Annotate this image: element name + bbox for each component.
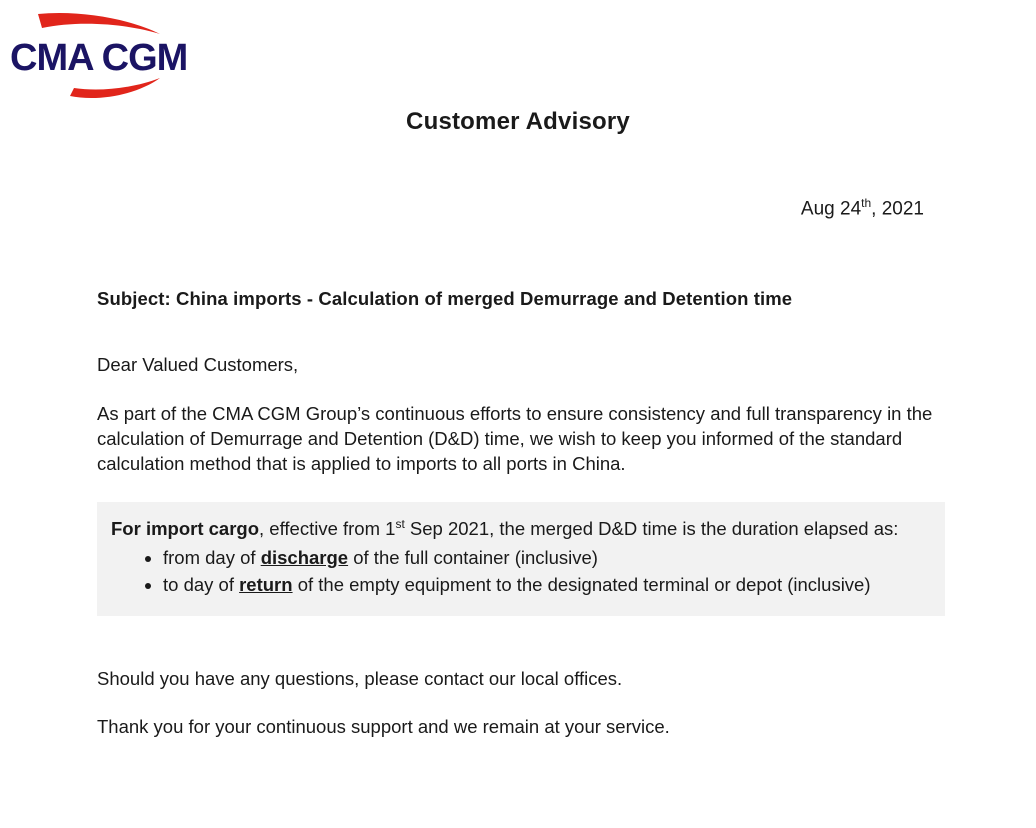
callout-lead-bold: For import cargo (111, 518, 260, 540)
callout-bullet-list (111, 546, 931, 598)
page-title: Customer Advisory (406, 108, 630, 135)
cma-cgm-logo-icon (8, 8, 198, 104)
callout-lead-ordinal: st (395, 517, 405, 532)
bullet-text-after: of the empty equipment to the designated terminal or depot (inclusive) (292, 574, 871, 596)
list-item (163, 546, 931, 571)
bullet-text-after: of the full container (inclusive) (348, 547, 598, 569)
callout-lead-part2: Sep 2021, the merged D&D time is the duration elapsed as: (404, 518, 899, 540)
thanks-line: Thank you for your continuous support and we remain at your service. (97, 715, 670, 737)
list-item (163, 573, 931, 598)
cma-cgm-logo (8, 8, 198, 104)
date-ordinal: th (861, 196, 872, 210)
salutation: Dear Valued Customers, (97, 354, 299, 375)
contact-line: Should you have any questions, please contact our local offices. (97, 667, 623, 689)
subject-line: Subject: China imports - Calculation of merged Demurrage and Detention time (97, 288, 793, 309)
bullet-emphasis: return (239, 574, 293, 596)
date-prefix: Aug 24 (800, 198, 862, 220)
bullet-text-before: to day of (163, 574, 240, 596)
svg-text:CMA CGM: CMA CGM (10, 37, 188, 79)
bullet-emphasis: discharge (260, 547, 349, 569)
document-date (801, 196, 924, 220)
document-body (97, 288, 945, 764)
callout-lead (111, 516, 931, 542)
date-suffix: , 2021 (871, 198, 924, 220)
bullet-text-before: from day of (163, 547, 261, 569)
intro-paragraph: As part of the CMA CGM Group’s continuous efforts to ensure consistency and full transparency in the calculation of Demurrage and Detention (D&D) time, we wish to keep you informed of the standard calculation method that is applied to imports to all ports in China. (97, 403, 933, 474)
highlight-callout (97, 502, 945, 616)
callout-lead-part1: , effective from 1 (259, 518, 396, 540)
